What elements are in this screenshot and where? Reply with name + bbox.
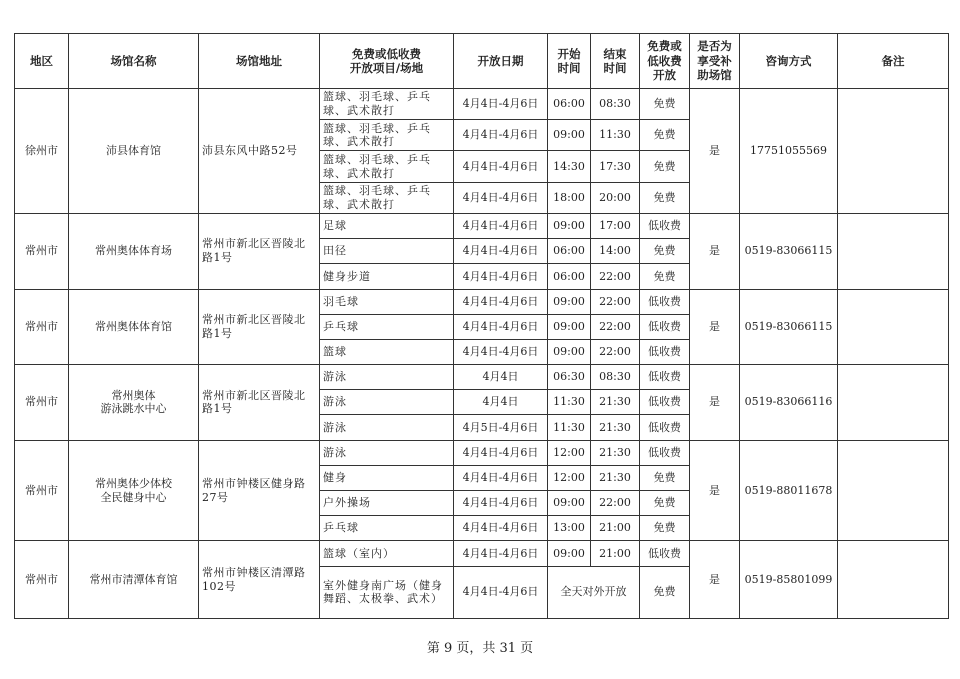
start-cell: 12:00 — [548, 465, 591, 490]
start-cell: 14:30 — [548, 151, 591, 182]
item-cell: 篮球 — [320, 339, 454, 364]
start-cell: 06:00 — [548, 89, 591, 120]
date-cell: 4月4日 — [454, 365, 548, 390]
header-notes: 备注 — [838, 34, 949, 89]
header-date: 开放日期 — [454, 34, 548, 89]
notes-cell — [838, 89, 949, 214]
region-cell: 常州市 — [15, 440, 69, 541]
end-cell: 20:00 — [591, 182, 640, 213]
fee-cell: 免费 — [640, 182, 690, 213]
venue-cell: 常州奥体 游泳跳水中心 — [69, 365, 199, 441]
header-row — [15, 34, 949, 89]
region-cell: 常州市 — [15, 541, 69, 619]
subsidy-cell: 是 — [690, 289, 740, 365]
start-cell: 11:30 — [548, 390, 591, 415]
item-cell: 健身步道 — [320, 264, 454, 289]
item-cell: 游泳 — [320, 440, 454, 465]
start-cell: 09:00 — [548, 491, 591, 516]
start-cell: 09:00 — [548, 339, 591, 364]
end-cell: 21:00 — [591, 541, 640, 566]
header-start: 开始 时间 — [548, 34, 591, 89]
header-contact: 咨询方式 — [740, 34, 838, 89]
item-cell: 田径 — [320, 239, 454, 264]
time-span-cell: 全天对外开放 — [548, 566, 640, 618]
venue-cell: 常州奥体少体校 全民健身中心 — [69, 440, 199, 541]
start-cell: 09:00 — [548, 541, 591, 566]
date-cell: 4月4日-4月6日 — [454, 264, 548, 289]
start-cell: 06:00 — [548, 239, 591, 264]
venue-cell: 常州奥体体育场 — [69, 213, 199, 289]
item-cell: 室外健身南广场（健身舞蹈、太极拳、武术） — [320, 566, 454, 618]
date-cell: 4月4日-4月6日 — [454, 541, 548, 566]
contact-cell: 0519-88011678 — [740, 440, 838, 541]
end-cell: 22:00 — [591, 314, 640, 339]
item-cell: 篮球（室内） — [320, 541, 454, 566]
start-cell: 13:00 — [548, 516, 591, 541]
end-cell: 21:30 — [591, 465, 640, 490]
venue-cell: 沛县体育馆 — [69, 89, 199, 214]
fee-cell: 免费 — [640, 465, 690, 490]
item-cell: 篮球、羽毛球、乒乓球、武术散打 — [320, 182, 454, 213]
header-address: 场馆地址 — [199, 34, 320, 89]
end-cell: 14:00 — [591, 239, 640, 264]
end-cell: 21:30 — [591, 440, 640, 465]
end-cell: 22:00 — [591, 289, 640, 314]
item-cell: 游泳 — [320, 390, 454, 415]
date-cell: 4月4日-4月6日 — [454, 314, 548, 339]
date-cell: 4月4日-4月6日 — [454, 289, 548, 314]
date-cell: 4月4日-4月6日 — [454, 516, 548, 541]
date-cell: 4月4日-4月6日 — [454, 239, 548, 264]
item-cell: 足球 — [320, 213, 454, 238]
item-cell: 篮球、羽毛球、乒乓球、武术散打 — [320, 151, 454, 182]
fee-cell: 免费 — [640, 120, 690, 151]
contact-cell: 0519-83066116 — [740, 365, 838, 441]
notes-cell — [838, 213, 949, 289]
start-cell: 09:00 — [548, 120, 591, 151]
date-cell: 4月5日-4月6日 — [454, 415, 548, 440]
fee-cell: 免费 — [640, 239, 690, 264]
address-cell: 常州市新北区晋陵北路1号 — [199, 289, 320, 365]
start-cell: 09:00 — [548, 213, 591, 238]
table-row — [15, 89, 949, 120]
header-fee: 免费或 低收费 开放 — [640, 34, 690, 89]
date-cell: 4月4日-4月6日 — [454, 89, 548, 120]
item-cell: 羽毛球 — [320, 289, 454, 314]
item-cell: 篮球、羽毛球、乒乓球、武术散打 — [320, 89, 454, 120]
fee-cell: 免费 — [640, 264, 690, 289]
subsidy-cell: 是 — [690, 365, 740, 441]
item-cell: 游泳 — [320, 365, 454, 390]
header-subsidy: 是否为 享受补 助场馆 — [690, 34, 740, 89]
date-cell: 4月4日-4月6日 — [454, 491, 548, 516]
date-cell: 4月4日-4月6日 — [454, 440, 548, 465]
date-cell: 4月4日-4月6日 — [454, 339, 548, 364]
date-cell: 4月4日-4月6日 — [454, 566, 548, 618]
end-cell: 22:00 — [591, 264, 640, 289]
subsidy-cell: 是 — [690, 440, 740, 541]
subsidy-cell: 是 — [690, 213, 740, 289]
item-cell: 健身 — [320, 465, 454, 490]
header-venue: 场馆名称 — [69, 34, 199, 89]
start-cell: 09:00 — [548, 289, 591, 314]
date-cell: 4月4日-4月6日 — [454, 182, 548, 213]
contact-cell: 17751055569 — [740, 89, 838, 214]
header-items: 免费或低收费 开放项目/场地 — [320, 34, 454, 89]
region-cell: 常州市 — [15, 213, 69, 289]
item-cell: 户外操场 — [320, 491, 454, 516]
region-cell: 常州市 — [15, 289, 69, 365]
address-cell: 常州市钟楼区清潭路102号 — [199, 541, 320, 619]
notes-cell — [838, 289, 949, 365]
subsidy-cell: 是 — [690, 89, 740, 214]
end-cell: 22:00 — [591, 339, 640, 364]
date-cell: 4月4日-4月6日 — [454, 120, 548, 151]
start-cell: 06:30 — [548, 365, 591, 390]
notes-cell — [838, 541, 949, 619]
contact-cell: 0519-83066115 — [740, 213, 838, 289]
end-cell: 22:00 — [591, 491, 640, 516]
fee-cell: 免费 — [640, 566, 690, 618]
start-cell: 06:00 — [548, 264, 591, 289]
region-cell: 常州市 — [15, 365, 69, 441]
fee-cell: 低收费 — [640, 213, 690, 238]
fee-cell: 低收费 — [640, 289, 690, 314]
end-cell: 17:00 — [591, 213, 640, 238]
table-row — [15, 213, 949, 238]
table-row — [15, 365, 949, 390]
table-row — [15, 289, 949, 314]
fee-cell: 低收费 — [640, 365, 690, 390]
subsidy-cell: 是 — [690, 541, 740, 619]
item-cell: 篮球、羽毛球、乒乓球、武术散打 — [320, 120, 454, 151]
date-cell: 4月4日-4月6日 — [454, 151, 548, 182]
date-cell: 4月4日-4月6日 — [454, 213, 548, 238]
page-footer: 第 9 页，共 31 页 — [426, 641, 534, 656]
header-end: 结束 时间 — [591, 34, 640, 89]
header-region: 地区 — [15, 34, 69, 89]
fee-cell: 低收费 — [640, 314, 690, 339]
start-cell: 18:00 — [548, 182, 591, 213]
end-cell: 17:30 — [591, 151, 640, 182]
fee-cell: 免费 — [640, 89, 690, 120]
fee-cell: 低收费 — [640, 415, 690, 440]
fee-cell: 免费 — [640, 491, 690, 516]
venue-cell: 常州奥体体育馆 — [69, 289, 199, 365]
fee-cell: 免费 — [640, 516, 690, 541]
item-cell: 乒乓球 — [320, 314, 454, 339]
date-cell: 4月4日 — [454, 390, 548, 415]
fee-cell: 免费 — [640, 151, 690, 182]
notes-cell — [838, 440, 949, 541]
venue-cell: 常州市清潭体育馆 — [69, 541, 199, 619]
notes-cell — [838, 365, 949, 441]
contact-cell: 0519-85801099 — [740, 541, 838, 619]
end-cell: 08:30 — [591, 89, 640, 120]
address-cell: 常州市钟楼区健身路27号 — [199, 440, 320, 541]
end-cell: 21:30 — [591, 390, 640, 415]
venue-table — [14, 33, 949, 619]
address-cell: 常州市新北区晋陵北路1号 — [199, 365, 320, 441]
table-row — [15, 440, 949, 465]
address-cell: 常州市新北区晋陵北路1号 — [199, 213, 320, 289]
date-cell: 4月4日-4月6日 — [454, 465, 548, 490]
end-cell: 21:30 — [591, 415, 640, 440]
start-cell: 12:00 — [548, 440, 591, 465]
end-cell: 08:30 — [591, 365, 640, 390]
start-cell: 09:00 — [548, 314, 591, 339]
fee-cell: 低收费 — [640, 390, 690, 415]
end-cell: 11:30 — [591, 120, 640, 151]
table-row — [15, 541, 949, 566]
item-cell: 游泳 — [320, 415, 454, 440]
end-cell: 21:00 — [591, 516, 640, 541]
start-cell: 11:30 — [548, 415, 591, 440]
fee-cell: 低收费 — [640, 440, 690, 465]
address-cell: 沛县东风中路52号 — [199, 89, 320, 214]
contact-cell: 0519-83066115 — [740, 289, 838, 365]
region-cell: 徐州市 — [15, 89, 69, 214]
fee-cell: 低收费 — [640, 339, 690, 364]
item-cell: 乒乓球 — [320, 516, 454, 541]
fee-cell: 低收费 — [640, 541, 690, 566]
